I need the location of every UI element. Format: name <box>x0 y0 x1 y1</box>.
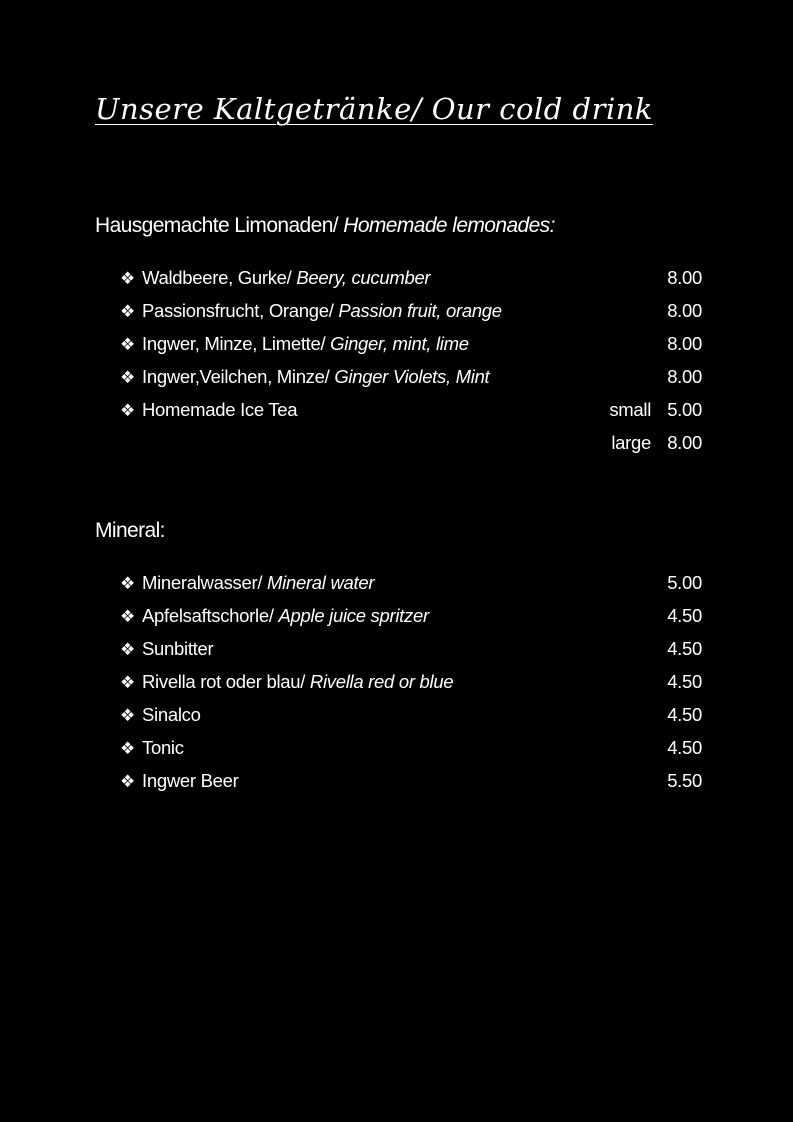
item-name-en: Beery, cucumber <box>296 267 431 288</box>
section-heading-de: Hausgemachte Limonaden/ <box>95 214 344 237</box>
bullet-icon: ❖ <box>120 772 135 791</box>
page-title: Unsere Kaltgetränke/ Our cold drink <box>95 92 653 126</box>
list-item <box>120 294 702 327</box>
section-heading-de: Mineral: <box>95 519 165 542</box>
item-name-en: Mineral water <box>267 572 375 593</box>
bullet-icon: ❖ <box>120 706 135 725</box>
section-heading-mineral <box>95 519 165 543</box>
list-item <box>120 632 702 665</box>
item-size: small <box>609 399 651 420</box>
list-item <box>120 599 702 632</box>
bullet-icon: ❖ <box>120 640 135 659</box>
section-heading-lemonades <box>95 214 555 238</box>
item-price: 4.50 <box>667 671 702 692</box>
item-price: 8.00 <box>667 432 702 453</box>
item-name-en: Ginger, mint, lime <box>330 333 469 354</box>
item-name-de: Sunbitter <box>142 638 214 659</box>
item-name-de: Ingwer,Veilchen, Minze/ <box>142 366 335 387</box>
item-name-de: Apfelsaftschorle/ <box>142 605 279 626</box>
lemonades-list <box>120 261 702 459</box>
bullet-icon: ❖ <box>120 302 135 321</box>
list-item <box>120 566 702 599</box>
list-item <box>120 327 702 360</box>
list-item <box>120 393 702 426</box>
item-price: 5.50 <box>667 770 702 791</box>
list-item <box>120 764 702 797</box>
item-name-de: Tonic <box>142 737 184 758</box>
item-name-de: Homemade Ice Tea <box>142 399 298 420</box>
bullet-icon: ❖ <box>120 401 135 420</box>
bullet-icon: ❖ <box>120 335 135 354</box>
item-price: 4.50 <box>667 704 702 725</box>
list-item <box>120 665 702 698</box>
item-price: 8.00 <box>667 333 702 354</box>
bullet-icon: ❖ <box>120 673 135 692</box>
list-item <box>120 698 702 731</box>
bullet-icon: ❖ <box>120 574 135 593</box>
item-name-en: Apple juice spritzer <box>278 605 429 626</box>
item-name-de: Sinalco <box>142 704 201 725</box>
bullet-icon: ❖ <box>120 368 135 387</box>
item-name-de: Ingwer, Minze, Limette/ <box>142 333 331 354</box>
item-price: 8.00 <box>667 366 702 387</box>
item-name-de: Passionsfrucht, Orange/ <box>142 300 339 321</box>
item-size: large <box>611 432 651 453</box>
mineral-list <box>120 566 702 797</box>
item-price: 8.00 <box>667 300 702 321</box>
item-price: 4.50 <box>667 605 702 626</box>
item-price: 4.50 <box>667 638 702 659</box>
item-name-de: Rivella rot oder blau/ <box>142 671 310 692</box>
item-name-en: Ginger Violets, Mint <box>334 366 490 387</box>
bullet-icon: ❖ <box>120 739 135 758</box>
item-name-en: Rivella red or blue <box>309 671 454 692</box>
item-name-de: Ingwer Beer <box>142 770 239 791</box>
list-item <box>120 360 702 393</box>
section-heading-en: Homemade lemonades: <box>343 214 555 237</box>
item-name-de: Mineralwasser/ <box>142 572 268 593</box>
bullet-icon: ❖ <box>120 269 135 288</box>
item-price: 8.00 <box>667 267 702 288</box>
list-item <box>120 426 702 459</box>
bullet-icon: ❖ <box>120 607 135 626</box>
item-price: 4.50 <box>667 737 702 758</box>
item-price: 5.00 <box>667 399 702 420</box>
item-price: 5.00 <box>667 572 702 593</box>
list-item <box>120 261 702 294</box>
item-name-en: Passion fruit, orange <box>338 300 502 321</box>
item-name-de: Waldbeere, Gurke/ <box>142 267 297 288</box>
list-item <box>120 731 702 764</box>
